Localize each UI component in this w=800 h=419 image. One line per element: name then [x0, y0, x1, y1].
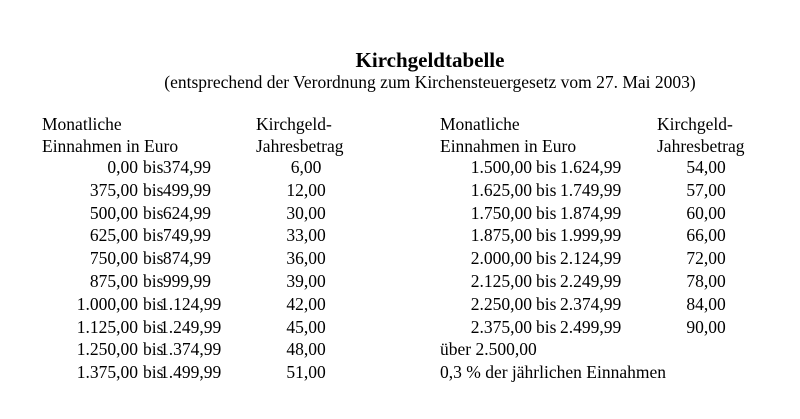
left-income-from: 1.250,00 — [76, 339, 138, 360]
left-income-to: 1.124,99 — [160, 293, 222, 314]
left-income-to: 749,99 — [162, 225, 211, 246]
left-amount: 30,00 — [286, 202, 326, 223]
right-bis-word: bis — [536, 316, 557, 337]
left-income-to: 499,99 — [162, 179, 211, 200]
left-amount: 48,00 — [286, 339, 326, 360]
table-row — [0, 361, 800, 384]
left-income-header-line1: Monatliche — [42, 114, 122, 134]
right-bis-word: bis — [536, 179, 557, 200]
left-bis-word: bis — [143, 339, 164, 360]
left-amount: 39,00 — [286, 270, 326, 291]
right-income-to: 2.249,99 — [560, 270, 622, 291]
left-income-header-line2: Einnahmen in Euro — [42, 136, 179, 156]
right-bis-word: bis — [536, 225, 557, 246]
right-bis-word: bis — [536, 248, 557, 269]
right-bis-word: bis — [536, 293, 557, 314]
right-amount: 78,00 — [686, 270, 726, 291]
table-row — [0, 179, 800, 202]
left-bis-word: bis — [143, 270, 164, 291]
table-row — [0, 338, 800, 361]
left-bis-word: bis — [143, 248, 164, 269]
right-income-to: 1.874,99 — [560, 202, 622, 223]
right-income-header-line2: Einnahmen in Euro — [440, 136, 577, 156]
left-amount: 33,00 — [286, 225, 326, 246]
right-income-from: 1.500,00 — [470, 157, 532, 177]
left-income-to: 999,99 — [162, 270, 211, 291]
right-income-to: 2.374,99 — [560, 293, 622, 314]
left-income-from: 750,00 — [89, 248, 138, 269]
right-amount-header-line2: Jahresbetrag — [657, 136, 745, 156]
left-bis-word: bis — [143, 293, 164, 314]
left-amount: 42,00 — [286, 293, 326, 314]
right-amount: 54,00 — [686, 157, 726, 177]
table-row — [0, 202, 800, 225]
right-bis-word: bis — [536, 157, 557, 177]
left-income-to: 874,99 — [162, 248, 211, 269]
table-subtitle: (entsprechend der Verordnung zum Kirchensteuergesetz vom 27. Mai 2003) — [164, 72, 696, 92]
right-income-to: 1.624,99 — [560, 157, 622, 177]
left-income-to: 624,99 — [162, 202, 211, 223]
right-income-from: 1.625,00 — [470, 179, 532, 200]
right-amount: 90,00 — [686, 316, 726, 337]
right-income-to: 1.999,99 — [560, 225, 622, 246]
table-row — [0, 156, 800, 179]
right-amount: 60,00 — [686, 202, 726, 223]
right-income-from: 1.750,00 — [470, 202, 532, 223]
left-income-to: 1.374,99 — [160, 339, 222, 360]
left-bis-word: bis — [143, 179, 164, 200]
left-income-from: 625,00 — [89, 225, 138, 246]
right-income-from: 2.250,00 — [470, 293, 532, 314]
left-bis-word: bis — [143, 362, 164, 383]
right-amount: 66,00 — [686, 225, 726, 246]
right-amount: 57,00 — [686, 179, 726, 200]
table-row — [0, 293, 800, 316]
table-body — [0, 156, 800, 384]
right-footer-text: 0,3 % der jährlichen Einnahmen — [440, 362, 666, 383]
table-row — [0, 247, 800, 270]
right-income-from: 2.125,00 — [470, 270, 532, 291]
left-income-from: 500,00 — [89, 202, 138, 223]
left-amount: 45,00 — [286, 316, 326, 337]
left-bis-word: bis — [143, 157, 164, 177]
right-footer-text: über 2.500,00 — [440, 339, 537, 360]
left-income-to: 374,99 — [162, 157, 211, 177]
right-income-to: 2.124,99 — [560, 248, 622, 269]
left-amount: 36,00 — [286, 248, 326, 269]
left-amount: 12,00 — [286, 179, 326, 200]
left-income-from: 1.125,00 — [76, 316, 138, 337]
left-income-from: 375,00 — [89, 179, 138, 200]
right-income-from: 2.375,00 — [470, 316, 532, 337]
left-bis-word: bis — [143, 202, 164, 223]
left-income-from: 1.375,00 — [76, 362, 138, 383]
right-income-to: 2.499,99 — [560, 316, 622, 337]
left-bis-word: bis — [143, 316, 164, 337]
right-income-from: 1.875,00 — [470, 225, 532, 246]
right-income-from: 2.000,00 — [470, 248, 532, 269]
right-amount: 84,00 — [686, 293, 726, 314]
left-amount-header-line1: Kirchgeld- — [256, 114, 332, 134]
table-row — [0, 316, 800, 339]
left-amount-header-line2: Jahresbetrag — [256, 136, 344, 156]
left-income-from: 0,00 — [107, 157, 138, 177]
left-bis-word: bis — [143, 225, 164, 246]
right-bis-word: bis — [536, 202, 557, 223]
right-amount: 72,00 — [686, 248, 726, 269]
left-income-from: 1.000,00 — [76, 293, 138, 314]
right-income-to: 1.749,99 — [560, 179, 622, 200]
table-title: Kirchgeldtabelle — [355, 48, 505, 72]
left-income-to: 1.499,99 — [160, 362, 222, 383]
left-income-from: 875,00 — [89, 270, 138, 291]
right-bis-word: bis — [536, 270, 557, 291]
left-income-to: 1.249,99 — [160, 316, 222, 337]
table-row — [0, 270, 800, 293]
left-amount: 51,00 — [286, 362, 326, 383]
table-row — [0, 224, 800, 247]
left-amount: 6,00 — [290, 157, 322, 177]
right-amount-header-line1: Kirchgeld- — [657, 114, 733, 134]
right-income-header-line1: Monatliche — [440, 114, 520, 134]
